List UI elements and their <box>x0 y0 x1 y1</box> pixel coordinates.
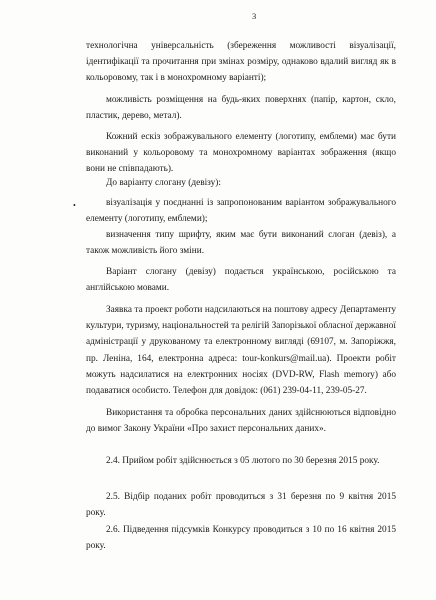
paragraph-application-address: Заявка та проект роботи надсилаються на поштову адресу Департаменту культури, туризму, національностей та релігій Запорізької обласної державної адміністрації у друкованому та електронному вигляді (69107, м. Запоріжжя, пр. Леніна, 164, електронна адреса: tour-konkurs@mail.ua). Проекти робіт можуть надсилатися на електронних носіях (DVD-RW, Flash memory) або подаватися особисто. Телефон для довідок: (061) 239-04-11, 239-05-27. <box>86 305 396 397</box>
paragraph-2-6-results-dates: 2.6. Підведення підсумків Конкурсу проводиться з 10 по 16 квітня 2015 року. <box>86 525 396 552</box>
paragraph-slogan-font: визначення типу шрифту, яким має бути виконаний слоган (девіз), а також можливість його зміни. <box>86 230 396 257</box>
bullet-mark: • <box>73 201 76 210</box>
paragraph-slogan-visualization: візуалізація у поєднанні із запропонованим варіантом зображувального елементу (логотипу, емблеми); <box>86 198 396 225</box>
paragraph-personal-data: Використання та обробка персональних даних здійснюються відповідно до вимог Закону України «Про захист персональних даних». <box>86 408 396 435</box>
paragraph-tech-universality: технологічна універсальність (збереження можливості візуалізації, ідентифікації та прочитання при змінах розміру, однаково вдалий вигляд як в кольоровому, так і в монохромному варіанті); <box>86 41 396 84</box>
page-number: 3 <box>252 11 257 21</box>
paragraph-slogan-languages: Варіант слогану (девізу) подається українською, російською та англійською мовами. <box>86 267 396 294</box>
paragraph-slogan-heading: До варіанту слогану (девізу): <box>106 178 221 188</box>
paragraph-sketch-variants: Кожний ескіз зображувального елементу (логотипу, емблеми) має бути виконаний у кольоровому та монохромному варіантах зображення (якщо вони не співпадають). <box>86 132 396 175</box>
paragraph-surfaces: можливість розміщення на будь-яких поверхнях (папір, картон, скло, пластик, дерево, метал). <box>86 95 396 122</box>
paragraph-2-5-selection-dates: 2.5. Відбір поданих робіт проводиться з 31 березня по 9 квітня 2015 року. <box>86 492 396 519</box>
paragraph-2-4-acceptance-dates: 2.4. Прийом робіт здійснюється з 05 лютого по 30 березня 2015 року. <box>106 456 380 466</box>
